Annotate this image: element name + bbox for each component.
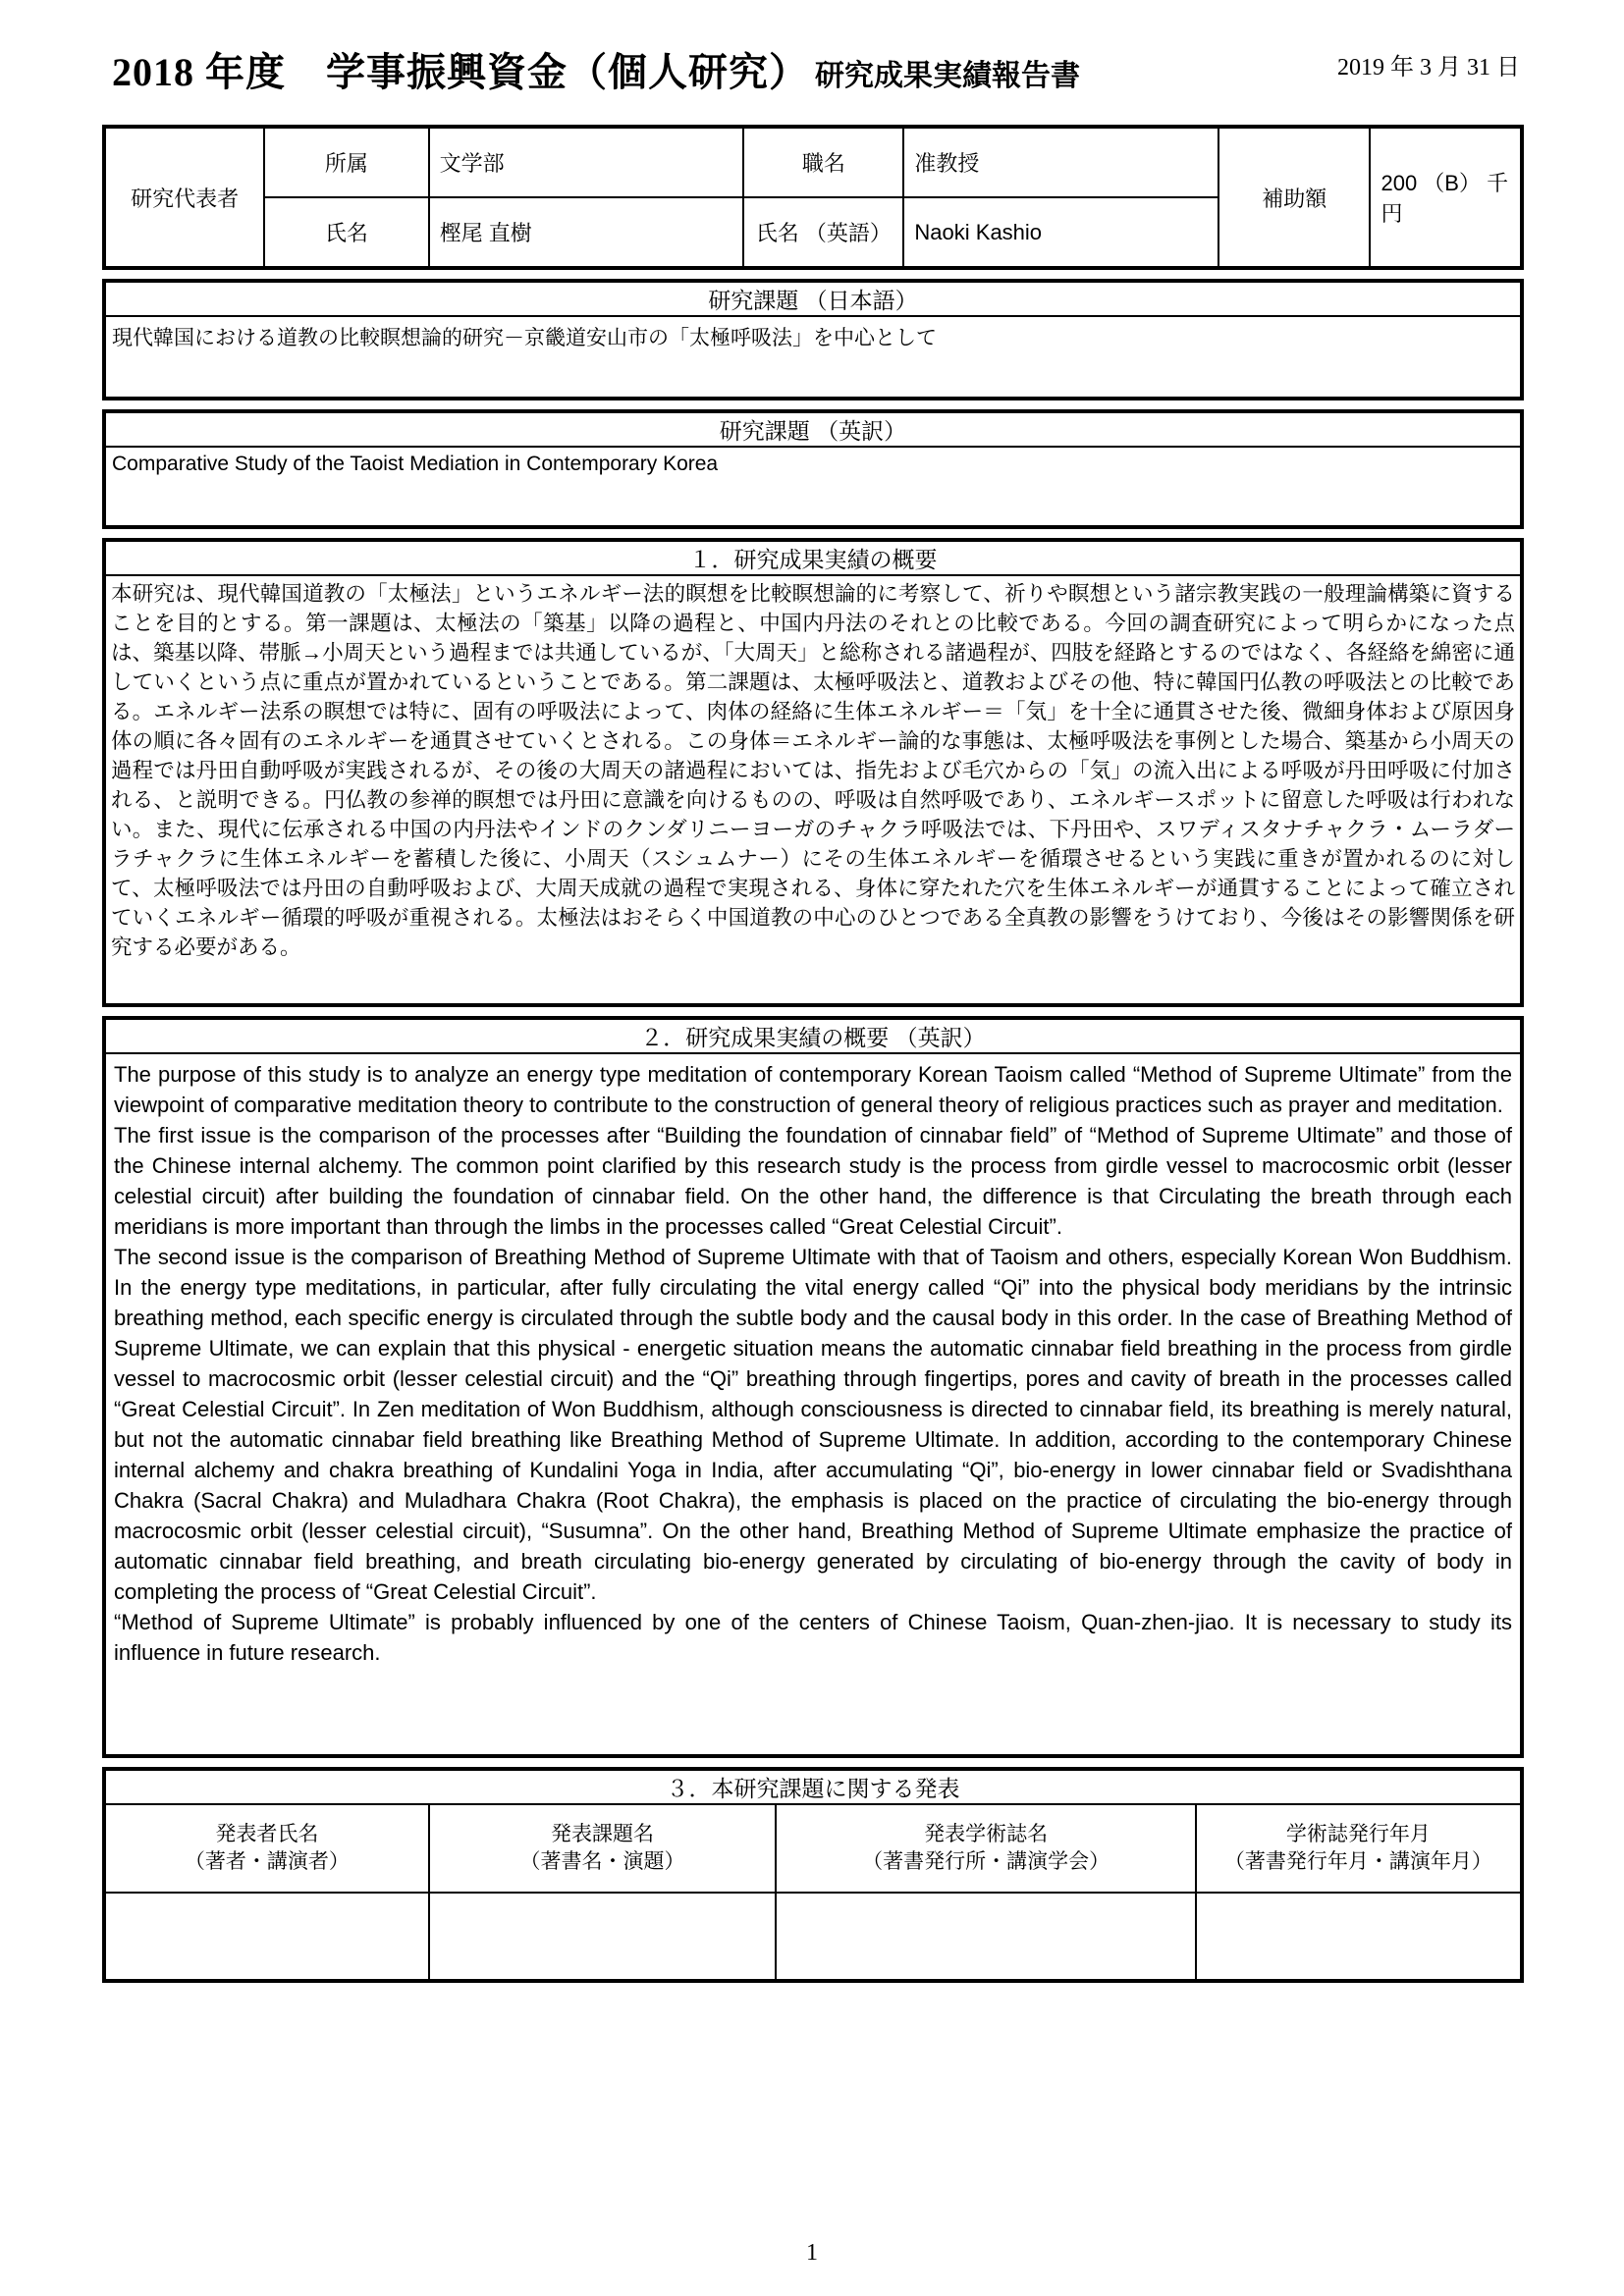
section1-block xyxy=(102,538,1524,1007)
document-header xyxy=(102,0,1524,97)
empty-cell xyxy=(1196,1893,1522,1981)
affiliation-label: 所属 xyxy=(264,127,429,197)
position-label: 職名 xyxy=(743,127,903,197)
col-header-line1: 発表学術誌名 xyxy=(924,1823,1049,1845)
paragraph: The second issue is the comparison of Breathing Method of Supreme Ultimate with that of Taoism and others, especially Korean Won Buddhism. In the energy type meditations, in particular, after fully circulating the vital energy called “Qi” into the physical body meridians by the intrinsic breathing method, each specific energy is circulated through the subtle body and the causal body in this order. In the case of Breathing Method of Supreme Ultimate, we can explain that this physical - energetic situation means the automatic cinnabar field breathing in the process from girdle vessel to macrocosmic orbit (lesser celestial circuit) and the “Qi” breathing through fingertips, pores and cavity of breath in the processes called “Great Celestial Circuit”. In Zen meditation of Won Buddhism, although consciousness is directed to cinnabar field, its breathing is merely natural, but not the automatic cinnabar field breathing like Breathing Method of Supreme Ultimate. In addition, according to the contemporary Chinese internal alchemy and chakra breathing of Kundalini Yoga in India, after accumulating “Qi”, bio-energy in lower cinnabar field or Svadishthana Chakra (Sacral Chakra) and Muladhara Chakra (Root Chakra), the emphasis is placed on the practice of circulating the bio-energy through macrocosmic orbit (lesser celestial circuit), “Susumna”. On the other hand, Breathing Method of Supreme Ultimate emphasize the practice of automatic cinnabar field breathing, and breath circulating bio-energy generated by circulating of bio-energy through the cavity of body in completing the process of “Great Celestial Circuit”. xyxy=(114,1245,1512,1604)
paragraph: The purpose of this study is to analyze an energy type meditation of contemporary Korean Taoism called “Method of Supreme Ultimate” from the viewpoint of comparative meditation theory to contribute to the construction of general theory of religious practices such as prayer and meditation. xyxy=(114,1062,1512,1117)
page-number: 1 xyxy=(806,2240,818,2266)
theme-ja-content: 現代韓国における道教の比較瞑想論的研究－京畿道安山市の「太極呼吸法」を中心として xyxy=(104,316,1522,399)
name-en-value: Naoki Kashio xyxy=(903,197,1218,268)
title-sub: 研究成果実績報告書 xyxy=(815,60,1080,92)
name-value: 樫尾 直樹 xyxy=(429,197,744,268)
rep-label: 研究代表者 xyxy=(104,127,264,268)
section2-block xyxy=(102,1016,1524,1758)
theme-en-block xyxy=(102,409,1524,529)
subsidy-value: 200 （B） 千円 xyxy=(1370,127,1522,268)
empty-cell xyxy=(429,1893,777,1981)
theme-en-header: 研究課題 （英訳） xyxy=(104,411,1522,447)
position-value: 准教授 xyxy=(903,127,1218,197)
document-date: 2019 年 3 月 31 日 xyxy=(1337,55,1520,80)
paragraph: The first issue is the comparison of the processes after “Building the foundation of cinnabar field” of “Method of Supreme Ultimate” and those of the Chinese internal alchemy. The common point clarified by this research study is the process from girdle vessel to macrocosmic orbit (lesser celestial circuit) after building the foundation of cinnabar field. On the other hand, the difference is that Circulating the breath through each meridians is more important than through the limbs in the processes called “Great Celestial Circuit”. xyxy=(114,1123,1512,1239)
paragraph: “Method of Supreme Ultimate” is probably influenced by one of the centers of Chinese Taoism, Quan-zhen-jiao. It is necessary to study its influence in future research. xyxy=(114,1610,1512,1665)
section1-header: １．研究成果実績の概要 xyxy=(104,540,1522,575)
representative-table xyxy=(102,125,1524,270)
col-header-title xyxy=(429,1804,777,1893)
section2-header: ２．研究成果実績の概要 （英訳） xyxy=(104,1018,1522,1053)
empty-cell xyxy=(776,1893,1195,1981)
title-main: 2018 年度 学事振興資金（個人研究） xyxy=(112,50,809,94)
affiliation-value: 文学部 xyxy=(429,127,744,197)
col-header-line1: 発表課題名 xyxy=(551,1823,655,1845)
theme-en-content: Comparative Study of the Taoist Mediation in Contemporary Korea xyxy=(104,447,1522,527)
publications-header-row xyxy=(104,1804,1522,1893)
col-header-line2: （著書名・演題） xyxy=(519,1850,685,1873)
table-row xyxy=(104,127,1522,197)
section3-header: ３．本研究課題に関する発表 xyxy=(104,1769,1522,1804)
col-header-journal xyxy=(776,1804,1195,1893)
theme-ja-header: 研究課題 （日本語） xyxy=(104,281,1522,316)
section1-content: 本研究は、現代韓国道教の「太極法」というエネルギー法的瞑想を比較瞑想論的に考察して、祈りや瞑想という諸宗教実践の一般理論構築に資することを目的とする。第一課題は、太極法の「築基」以降の過程と、中国内丹法のそれとの比較である。今回の調査研究によって明らかになった点は、築基以降、帯脈→小周天という過程までは共通しているが、「大周天」と総称される諸過程が、四肢を経路とするのではなく、各経絡を綿密に通していくという点に重点が置かれているということである。第二課題は、太極呼吸法と、道教およびその他、特に韓国円仏教の呼吸法との比較である。エネルギー法系の瞑想では特に、固有の呼吸法によって、肉体の経絡に生体エネルギー＝「気」を十全に通貫させた後、微細身体および原因身体の順に各々固有のエネルギーを通貫させていくとされる。この身体＝エネルギー論的な事態は、太極呼吸法を事例とした場合、築基から小周天の過程では丹田自動呼吸が実践されるが、その後の大周天の諸過程においては、指先および毛穴からの「気」の流入出による呼吸が丹田呼吸に付加される、と説明できる。円仏教の参禅的瞑想では丹田に意識を向けるものの、呼吸は自然呼吸であり、エネルギースポットに留意した呼吸は行われない。また、現代に伝承される中国の内丹法やインドのクンダリニーヨーガのチャクラ呼吸法では、下丹田や、スワディスタナチャクラ・ムーラダーラチャクラに生体エネルギーを蓄積した後に、小周天（スシュムナー）にその生体エネルギーを循環させるという実践に重きが置かれるのに対して、太極呼吸法では丹田の自動呼吸および、大周天成就の過程で実現される、身体に穿たれた穴を生体エネルギーが通貫することによって確立されていくエネルギー循環的呼吸が重視される。太極法はおそらく中国道教の中心のひとつである全真教の影響をうけており、今後はその影響関係を研究する必要がある。 xyxy=(104,575,1522,1005)
document-title xyxy=(102,41,1080,97)
subsidy-label: 補助額 xyxy=(1218,127,1371,268)
publications-empty-row xyxy=(104,1893,1522,1981)
table-row xyxy=(104,1769,1522,1804)
theme-ja-block xyxy=(102,279,1524,400)
col-header-line2: （著書発行年月・講演年月） xyxy=(1223,1850,1492,1873)
name-label: 氏名 xyxy=(264,197,429,268)
page-content xyxy=(102,0,1524,1992)
col-header-presenter xyxy=(104,1804,429,1893)
col-header-line2: （著書発行所・講演学会） xyxy=(862,1850,1110,1873)
col-header-line2: （著者・講演者） xyxy=(184,1850,350,1873)
empty-cell xyxy=(104,1893,429,1981)
section3-block xyxy=(102,1767,1524,1983)
col-header-line1: 発表者氏名 xyxy=(215,1823,319,1845)
name-en-label: 氏名 （英語） xyxy=(743,197,903,268)
section2-content xyxy=(104,1053,1522,1756)
col-header-line1: 学術誌発行年月 xyxy=(1285,1823,1431,1845)
col-header-date xyxy=(1196,1804,1522,1893)
